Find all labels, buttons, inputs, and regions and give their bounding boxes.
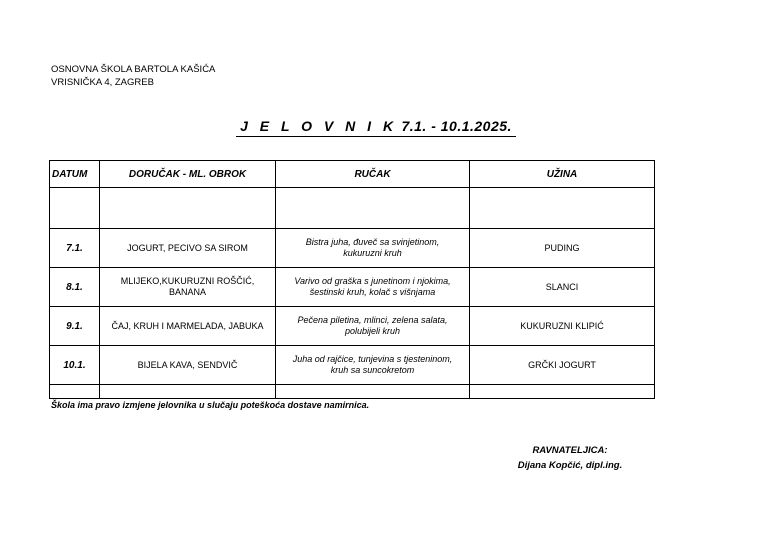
table-row [50,307,655,346]
table-row [50,346,655,385]
lunch-cell [276,307,470,346]
school-header [51,64,215,89]
signature-block [505,443,635,473]
signature-name: Dijana Kopčić, dipl.ing. [517,460,623,471]
header-date: DATUM [50,161,100,188]
header-lunch: RUČAK [276,161,470,188]
table-header-row [50,161,655,188]
lunch-line: kukuruzni kruh [343,248,402,258]
table-cell [100,385,276,399]
table-row [50,229,655,268]
menu-title-period: 7.1. - 10.1.2025. [401,118,512,134]
breakfast-line: BANANA [168,287,206,297]
table-cell [276,385,470,399]
lunch-line: Bistra juha, đuveč sa svinjetinom, [305,237,440,247]
lunch-line: Juha od rajčice, tunjevina s tjesteninom, [292,354,453,364]
date-cell: 7.1. [50,229,100,268]
table-cell [470,385,655,399]
header-breakfast: DORUČAK - ML. OBROK [100,161,276,188]
date-cell: 8.1. [50,268,100,307]
breakfast-cell [100,268,276,307]
header-snack: UŽINA [470,161,655,188]
signature-role: RAVNATELJICA: [532,445,608,456]
school-address: VRISNIČKA 4, ZAGREB [51,76,154,88]
snack-cell: SLANCI [470,268,655,307]
snack-cell: GRČKI JOGURT [470,346,655,385]
lunch-line: kruh sa suncokretom [330,365,415,375]
table-row-blank [50,188,655,229]
menu-table [49,160,655,399]
lunch-cell [276,229,470,268]
breakfast-cell: BIJELA KAVA, SENDVIČ [100,346,276,385]
table-cell [50,188,100,229]
lunch-cell [276,268,470,307]
date-cell: 9.1. [50,307,100,346]
snack-cell: PUDING [470,229,655,268]
breakfast-line: MLIJEKO,KUKURUZNI ROŠČIĆ, [120,276,255,286]
lunch-cell [276,346,470,385]
lunch-line: polubijeli kruh [344,326,401,336]
table-row-tail [50,385,655,399]
lunch-line: Varivo od graška s junetinom i njokima, [294,276,451,286]
snack-cell: KUKURUZNI KLIPIĆ [470,307,655,346]
lunch-line: šestinski kruh, kolač s višnjama [309,287,436,297]
menu-title [236,118,516,137]
lunch-line: Pečena piletina, mlinci, zelena salata, [297,315,448,325]
menu-change-note: Škola ima pravo izmjene jelovnika u slučaju poteškoća dostave namirnica. [51,400,370,410]
table-row [50,268,655,307]
table-cell [50,385,100,399]
date-cell: 10.1. [50,346,100,385]
menu-title-word: J E L O V N I K [240,118,398,134]
table-cell [276,188,470,229]
school-name: OSNOVNA ŠKOLA BARTOLA KAŠIĆA [51,64,216,75]
breakfast-cell: ČAJ, KRUH I MARMELADA, JABUKA [100,307,276,346]
table-cell [470,188,655,229]
table-cell [100,188,276,229]
breakfast-cell: JOGURT, PECIVO SA SIROM [100,229,276,268]
